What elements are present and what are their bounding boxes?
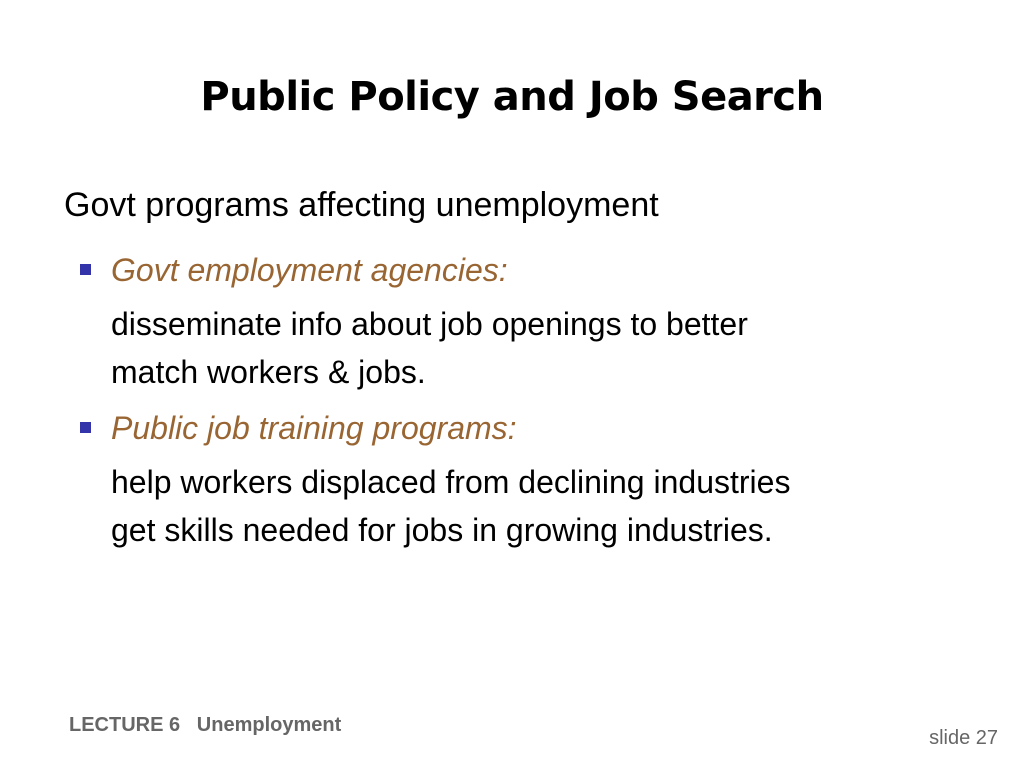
- bullet-heading: Govt employment agencies:: [111, 252, 508, 288]
- bullet-heading: Public job training programs:: [111, 410, 517, 446]
- slide-title: Public Policy and Job Search: [200, 74, 824, 120]
- bullet-line: get skills needed for jobs in growing industries.: [111, 512, 773, 548]
- intro-text: Govt programs affecting unemployment: [64, 186, 659, 224]
- square-bullet-icon: [80, 422, 91, 433]
- slide-number: slide 27: [929, 727, 998, 749]
- bullet-body: [111, 458, 790, 554]
- bullet-line: match workers & jobs.: [111, 354, 426, 390]
- bullet-line: help workers displaced from declining industries: [111, 464, 791, 500]
- bullet-line: disseminate info about job openings to better: [111, 306, 748, 342]
- square-bullet-icon: [80, 264, 91, 275]
- footer-lecture-label: LECTURE 6 Unemployment: [69, 714, 342, 736]
- bullet-body: [111, 300, 748, 396]
